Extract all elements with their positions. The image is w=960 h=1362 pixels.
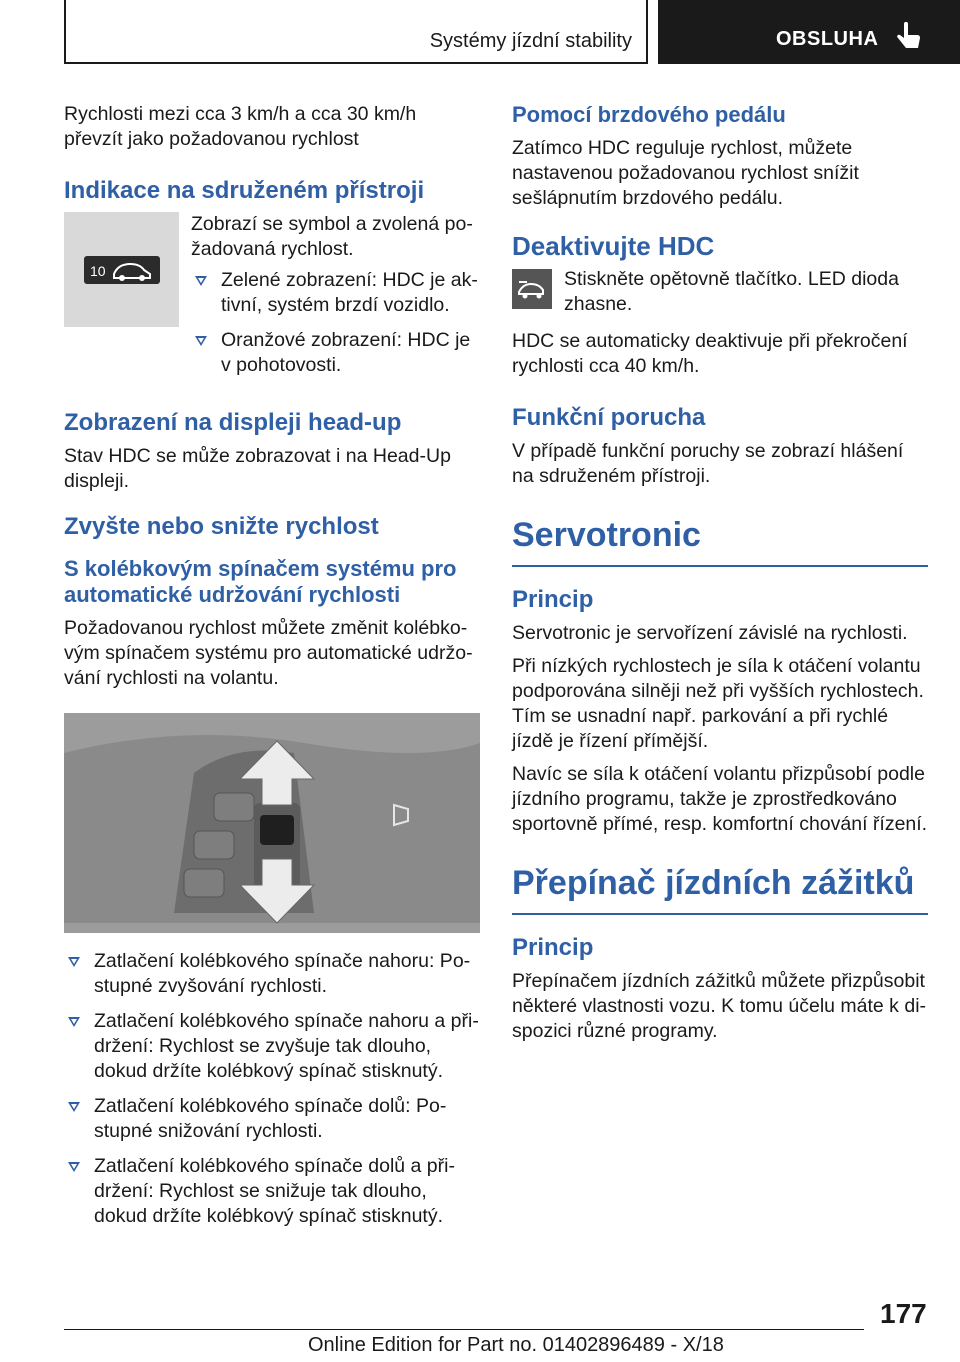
left-column: [64, 96, 480, 1239]
footer-edition: Online Edition for Part no. 01402896489 - X/18: [308, 1334, 724, 1356]
heading-zvyste: Zvyšte nebo snižte rychlost: [64, 513, 379, 540]
indikace-figure-row: [64, 212, 480, 388]
hand-pointer-icon: [894, 22, 922, 54]
page-number: 177: [880, 1298, 927, 1329]
princip1-p2: Při nízkých rychlostech je síla k otáčení volantu podporována silněji než při vyšších rychlostech. Tím se usnadní např. parkování a při rychlé jízdě je řízení přímější.: [512, 655, 924, 752]
hdc-button-icon: [512, 269, 552, 309]
steering-wheel-rocker-image: [64, 713, 480, 933]
heading-deaktivujte: Deaktivujte HDC: [512, 231, 715, 261]
deaktivujte-text: HDC se automaticky deaktivuje při překročení rychlosti cca 40 km/h.: [512, 330, 908, 377]
heading-servotronic: Servotronic: [512, 515, 928, 567]
heading-indikace: Indikace na sdruženém přístroji: [64, 177, 425, 204]
indikace-list: [191, 268, 480, 378]
hdc-display-figure: [64, 212, 179, 327]
kolebkovy-text: Požadovanou rychlost můžete změnit kolébkovým spínačem systému pro automatické udržování rychlosti na volantu.: [64, 617, 473, 689]
deaktivujte-row: [512, 267, 928, 323]
hdc-speed-symbol-icon: [82, 252, 162, 288]
pedal-text: Zatímco HDC reguluje rychlost, můžete nastavenou požadovanou rychlost snížit sešlápnutím brzdového pedálu.: [512, 137, 859, 209]
heading-princip-prepinac: Princip: [512, 934, 594, 961]
princip2-text: Přepínačem jízdních zážitků můžete přizpůsobit některé vlastnosti vozu. K tomu účelu máte k dispozici různé programy.: [512, 970, 927, 1042]
header-section-title: Systémy jízdní stability: [429, 30, 632, 52]
header-section-box: [64, 0, 648, 64]
heading-kolebkovy: S kolébkovým spínačem systému pro automatické udržování rychlosti: [64, 556, 457, 607]
heading-prepinac: Přepínač jízdních zážitků: [512, 863, 928, 915]
header-tab-label: OBSLUHA: [776, 28, 879, 50]
princip1-p3: Navíc se síla k otáčení volantu přizpůsobí podle jízdního programu, takže je zprostředkováno sportovně přímé, resp. komfortní chování řízení.: [512, 763, 928, 835]
header-tab-obsluha[interactable]: [658, 0, 960, 64]
deaktivujte-icon-text: Stiskněte opětovně tlačítko. LED dioda zhasne.: [564, 268, 899, 315]
intro-text: Rychlosti mezi cca 3 km/h a cca 30 km/h převzít jako požadovanou rychlost: [64, 103, 417, 150]
footer-divider: [64, 1329, 864, 1330]
heading-headup: Zobrazení na displeji head-up: [64, 409, 402, 436]
right-column: [512, 96, 928, 1052]
list-item: Zatlačení kolébkového spínače dolů a přidržení: Rychlost se snižuje tak dlouho, dokud držíte kolébkový spínač stisknutý.: [64, 1154, 480, 1229]
heading-pedal: Pomocí brzdového pedálu: [512, 102, 786, 127]
list-item: Zatlačení kolébkového spínače nahoru a přidržení: Rychlost se zvyšuje tak dlouho, dokud držíte kolébkový spínač stisknutý.: [64, 1009, 480, 1084]
heading-porucha: Funkční porucha: [512, 404, 706, 431]
svg-text:10: 10: [89, 262, 106, 279]
headup-text: Stav HDC se může zobrazovat i na Head-Up displeji.: [64, 445, 451, 492]
list-item: Zelené zobrazení: HDC je aktivní, systém brzdí vozidlo.: [191, 268, 480, 318]
indikace-text: Zobrazí se symbol a zvolená požadovaná rychlost.: [191, 213, 473, 260]
kolebkovy-list: [64, 949, 480, 1229]
princip1-p1: Servotronic je servořízení závislé na rychlosti.: [512, 622, 908, 644]
list-item: Zatlačení kolébkového spínače dolů: Postupné snižování rychlosti.: [64, 1094, 480, 1144]
porucha-text: V případě funkční poruchy se zobrazí hlášení na sdruženém přístroji.: [512, 440, 904, 487]
heading-princip-servotronic: Princip: [512, 586, 594, 613]
list-item: Zatlačení kolébkového spínače nahoru: Postupné zvyšování rychlosti.: [64, 949, 480, 999]
list-item: Oranžové zobrazení: HDC je v pohotovosti.: [191, 328, 480, 378]
